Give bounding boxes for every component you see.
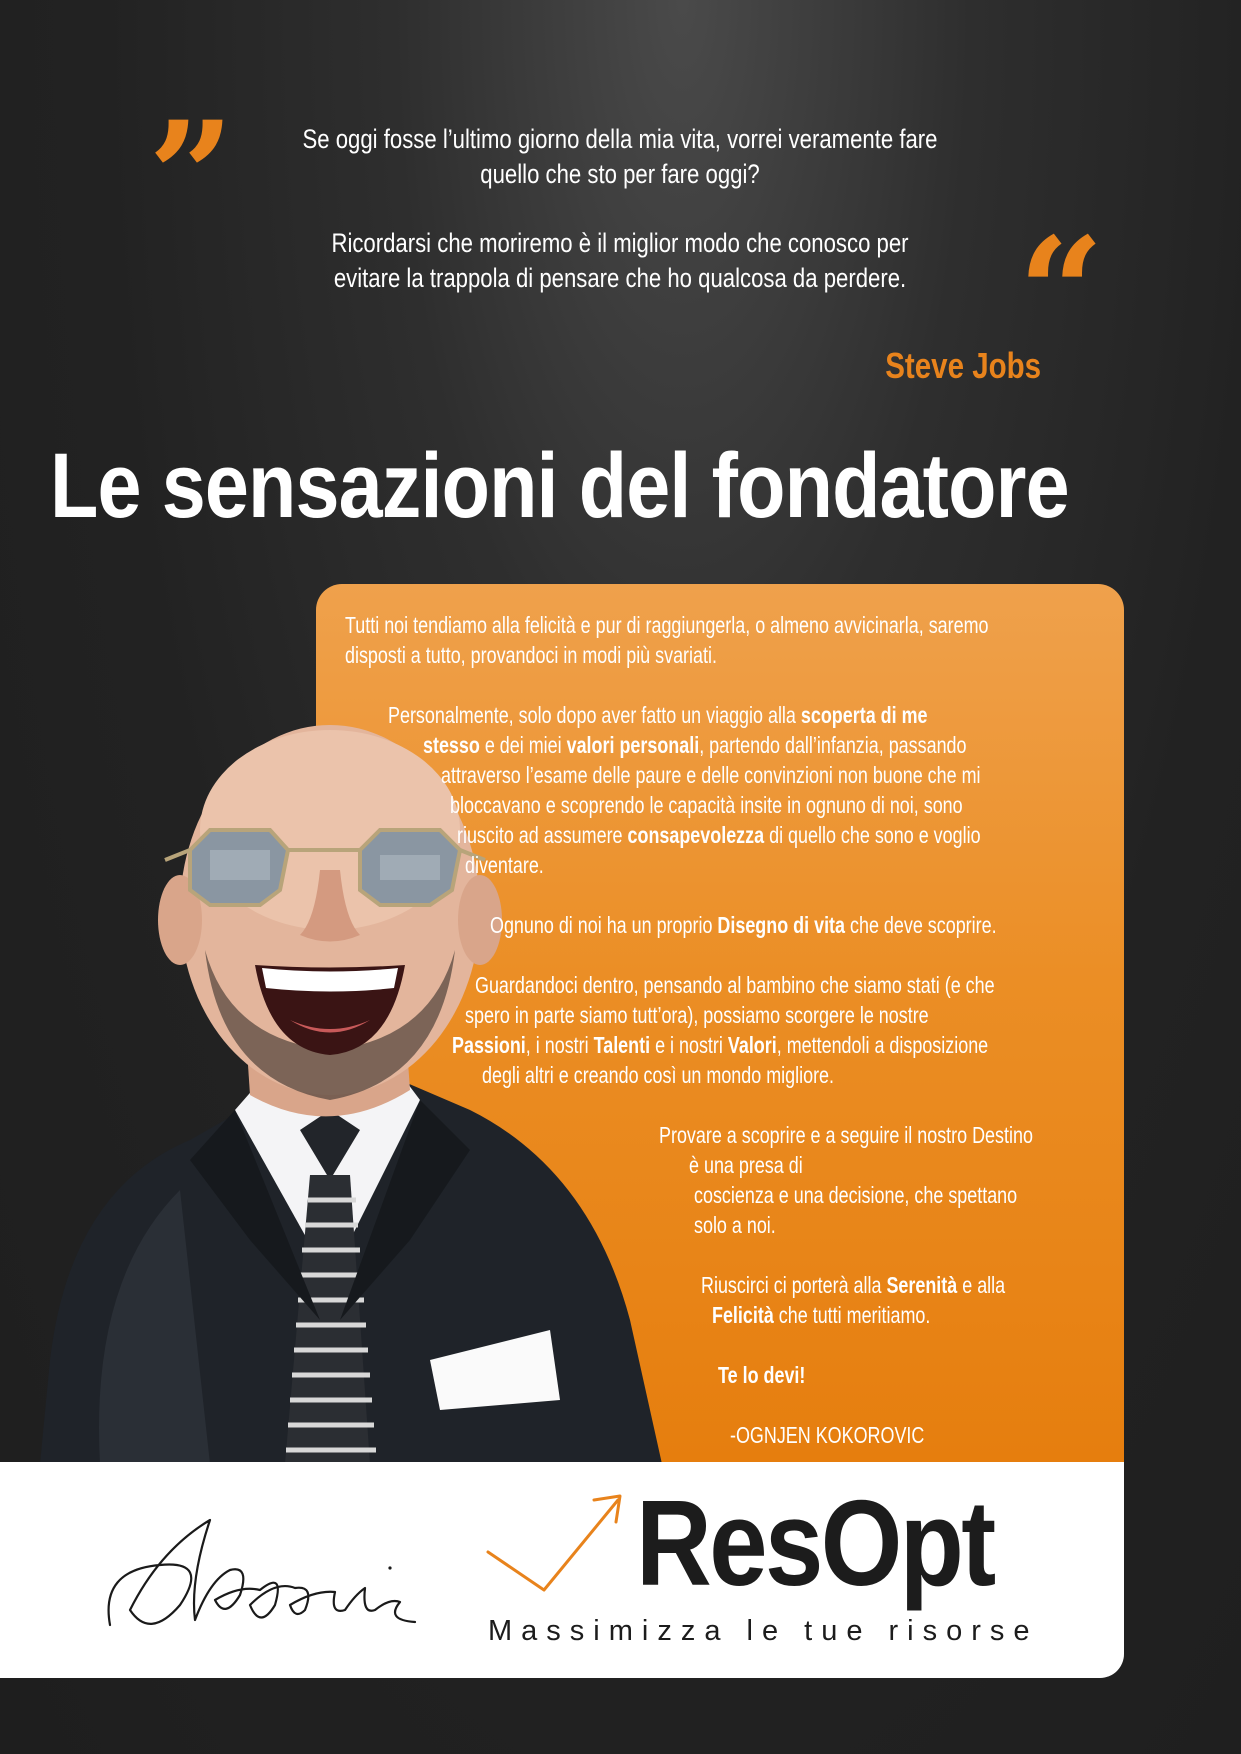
emphasis-span: Disegno di vita bbox=[717, 912, 846, 938]
emphasis-span: Serenità bbox=[886, 1272, 958, 1298]
paragraph-5-line-1: Provare a scoprire e a seguire il nostro Destino bbox=[659, 1122, 1033, 1148]
signoff-name: -OGNJEN KOKOROVIC bbox=[730, 1422, 925, 1448]
emphasis-span: Valori bbox=[727, 1032, 777, 1058]
paragraph-2-line-4: bloccavano e scoprendo le capacità insite in ognuno di noi, sono bbox=[450, 792, 963, 818]
text-span: e dei miei bbox=[479, 732, 567, 758]
paragraph-5-line-2: è una presa di bbox=[689, 1152, 803, 1178]
emphasis-span: Passioni bbox=[452, 1032, 526, 1058]
quote-line-4: evitare la trappola di pensare che ho qualcosa da perdere. bbox=[333, 263, 907, 293]
text-span: Personalmente, solo dopo aver fatto un viaggio alla bbox=[388, 702, 801, 728]
emphasis-span: stesso bbox=[423, 732, 480, 758]
text-span: , i nostri bbox=[525, 1032, 594, 1058]
paragraph-4-line-3 bbox=[452, 1030, 988, 1060]
paragraph-6-line-2 bbox=[712, 1300, 930, 1330]
emphasis-span: Talenti bbox=[593, 1032, 651, 1058]
text-span: che tutti meritiamo. bbox=[773, 1302, 931, 1328]
paragraph-4-line-1: Guardandoci dentro, pensando al bambino che siamo stati (e che bbox=[475, 972, 995, 998]
logo-wordmark: ResOpt bbox=[636, 1475, 994, 1611]
emphasis-span: consapevolezza bbox=[627, 822, 765, 848]
text-span: che deve scoprire. bbox=[845, 912, 997, 938]
quote-paragraph-1 bbox=[276, 122, 965, 192]
paragraph-5-line-4: solo a noi. bbox=[694, 1212, 776, 1238]
paragraph-3 bbox=[490, 910, 997, 940]
paragraph-4-line-4: degli altri e creando così un mondo migliore. bbox=[482, 1062, 835, 1088]
paragraph-2-line-2 bbox=[423, 730, 967, 760]
quote-line-2: quello che sto per fare oggi? bbox=[480, 159, 760, 189]
text-span: riuscito ad assumere bbox=[457, 822, 628, 848]
check-arrow-icon bbox=[484, 1490, 624, 1600]
text-span: e alla bbox=[957, 1272, 1006, 1298]
closing-phrase: Te lo devi! bbox=[718, 1362, 806, 1388]
text-span: Riuscirci ci porterà alla bbox=[701, 1272, 887, 1298]
paragraph-2-line-5 bbox=[457, 820, 981, 850]
text-span: , partendo dall’infanzia, passando bbox=[699, 732, 967, 758]
paragraph-2-line-6: diventare. bbox=[465, 852, 544, 878]
text-span: e i nostri bbox=[650, 1032, 728, 1058]
text-span: Ognuno di noi ha un proprio bbox=[490, 912, 718, 938]
paragraph-1-line-2: disposti a tutto, provandoci in modi più svariati. bbox=[345, 642, 717, 668]
paragraph-1-line-1: Tutti noi tendiamo alla felicità e pur di raggiungerla, o almeno avvicinarla, saremo bbox=[345, 612, 989, 638]
emphasis-span: scoperta di me bbox=[800, 702, 928, 728]
text-span: , mettendoli a disposizione bbox=[776, 1032, 989, 1058]
paragraph-5-line-3: coscienza e una decisione, che spettano bbox=[694, 1182, 1018, 1208]
quote-section bbox=[0, 0, 1241, 420]
handwritten-signature bbox=[100, 1510, 440, 1640]
paragraph-2-line-3: attraverso l’esame delle paure e delle convinzioni non buone che mi bbox=[441, 762, 981, 788]
paragraph-2-line-1 bbox=[388, 700, 928, 730]
logo-tagline: Massimizza le tue risorse bbox=[488, 1615, 1039, 1647]
paragraph-4-line-2: spero in parte siamo tutt’ora), possiamo scorgere le nostre bbox=[465, 1002, 929, 1028]
paragraph-6-line-1 bbox=[701, 1270, 1005, 1300]
quote-paragraph-2 bbox=[276, 226, 965, 296]
quote-line-1: Se oggi fosse l’ultimo giorno della mia vita, vorrei veramente fare bbox=[302, 124, 938, 154]
text-span: di quello che sono e voglio bbox=[764, 822, 981, 848]
emphasis-span: valori personali bbox=[566, 732, 700, 758]
open-quote-mark-icon: ” bbox=[148, 89, 235, 265]
quote-author: Steve Jobs bbox=[885, 345, 1041, 386]
quote-line-3: Ricordarsi che moriremo è il miglior modo che conosco per bbox=[331, 228, 909, 258]
page-title: Le sensazioni del fondatore bbox=[50, 435, 1069, 537]
close-quote-mark-icon: “ bbox=[1018, 205, 1105, 381]
emphasis-span: Felicità bbox=[712, 1302, 774, 1328]
paragraph-1 bbox=[345, 610, 989, 670]
